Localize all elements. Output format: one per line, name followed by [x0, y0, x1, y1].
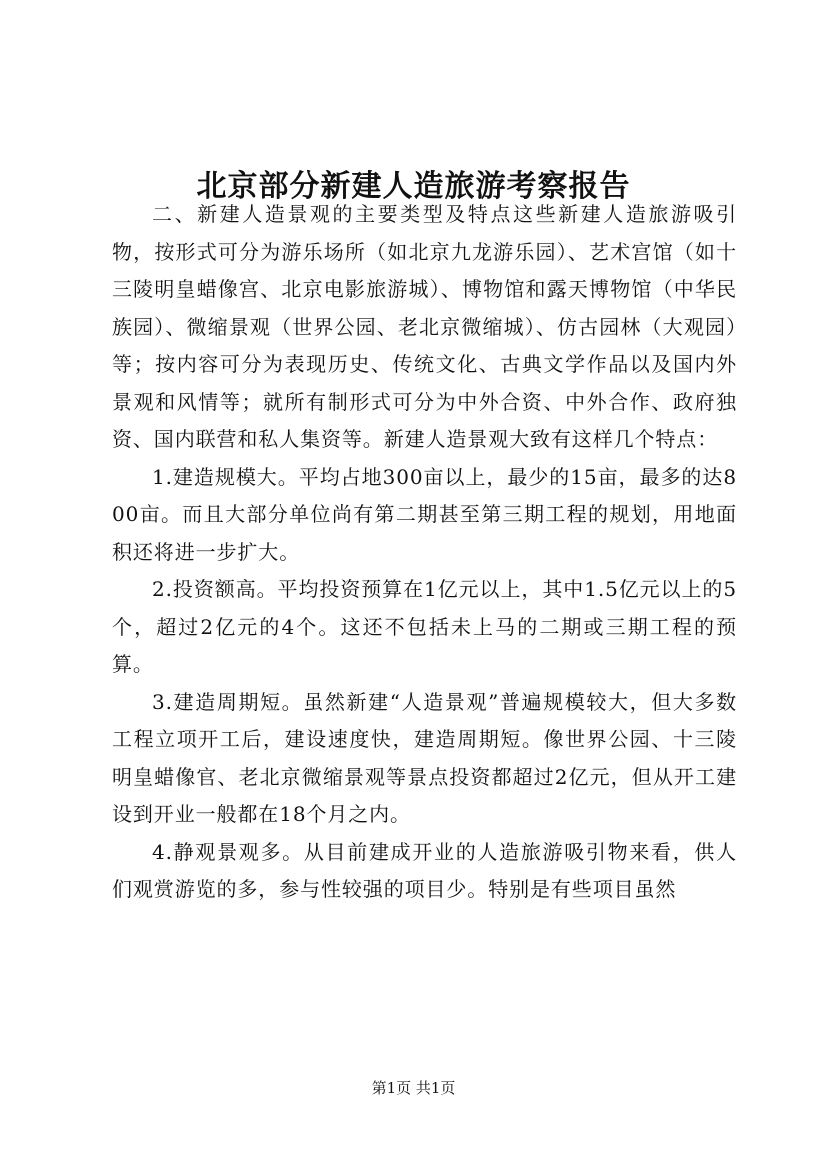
paragraph-scale: 1.建造规模大。平均占地300亩以上，最少的15亩，最多的达800亩。而且大部分单位尚有第二期甚至第三期工程的规划，用地面积还将进一步扩大。 [112, 464, 737, 564]
document-title: 北京部分新建人造旅游考察报告 [196, 169, 631, 205]
paragraph-investment: 2.投资额高。平均投资预算在1亿元以上，其中1.5亿元以上的5个，超过2亿元的4个。这还不包括未上马的二期或三期工程的预算。 [112, 577, 737, 676]
paragraph-types-and-features: 二、新建人造景观的主要类型及特点这些新建人造旅游吸引物，按形式可分为游乐场所（如北京九龙游乐园）、艺术宫馆（如十三陵明皇蜡像宫、北京电影旅游城）、博物馆和露天博物馆（中华民族园）、微缩景观（世界公园、老北京微缩城）、仿古园林（大观园）等；按内容可分为表现历史、传统文化、古典文学作品以及国内外景观和风情等；就所有制形式可分为中外合资、中外合作、政府独资、国内联营和私人集资等。新建人造景观大致有这样几个特点： [112, 202, 737, 451]
document-body [112, 196, 737, 909]
paragraph-construction-period: 3.建造周期短。虽然新建“人造景观”普遍规模较大，但大多数工程立项开工后，建设速度快，建造周期短。像世界公园、十三陵明皇蜡像官、老北京微缩景观等景点投资都超过2亿元，但从开工建设到开业一般都在18个月之内。 [112, 689, 737, 826]
paragraph-static-views: 4.静观景观多。从目前建成开业的人造旅游吸引物来看，供人们观赏游览的多，参与性较强的项目少。特别是有些项目虽然 [112, 839, 737, 901]
page-footer: 第1页 共1页 [371, 1079, 456, 1097]
